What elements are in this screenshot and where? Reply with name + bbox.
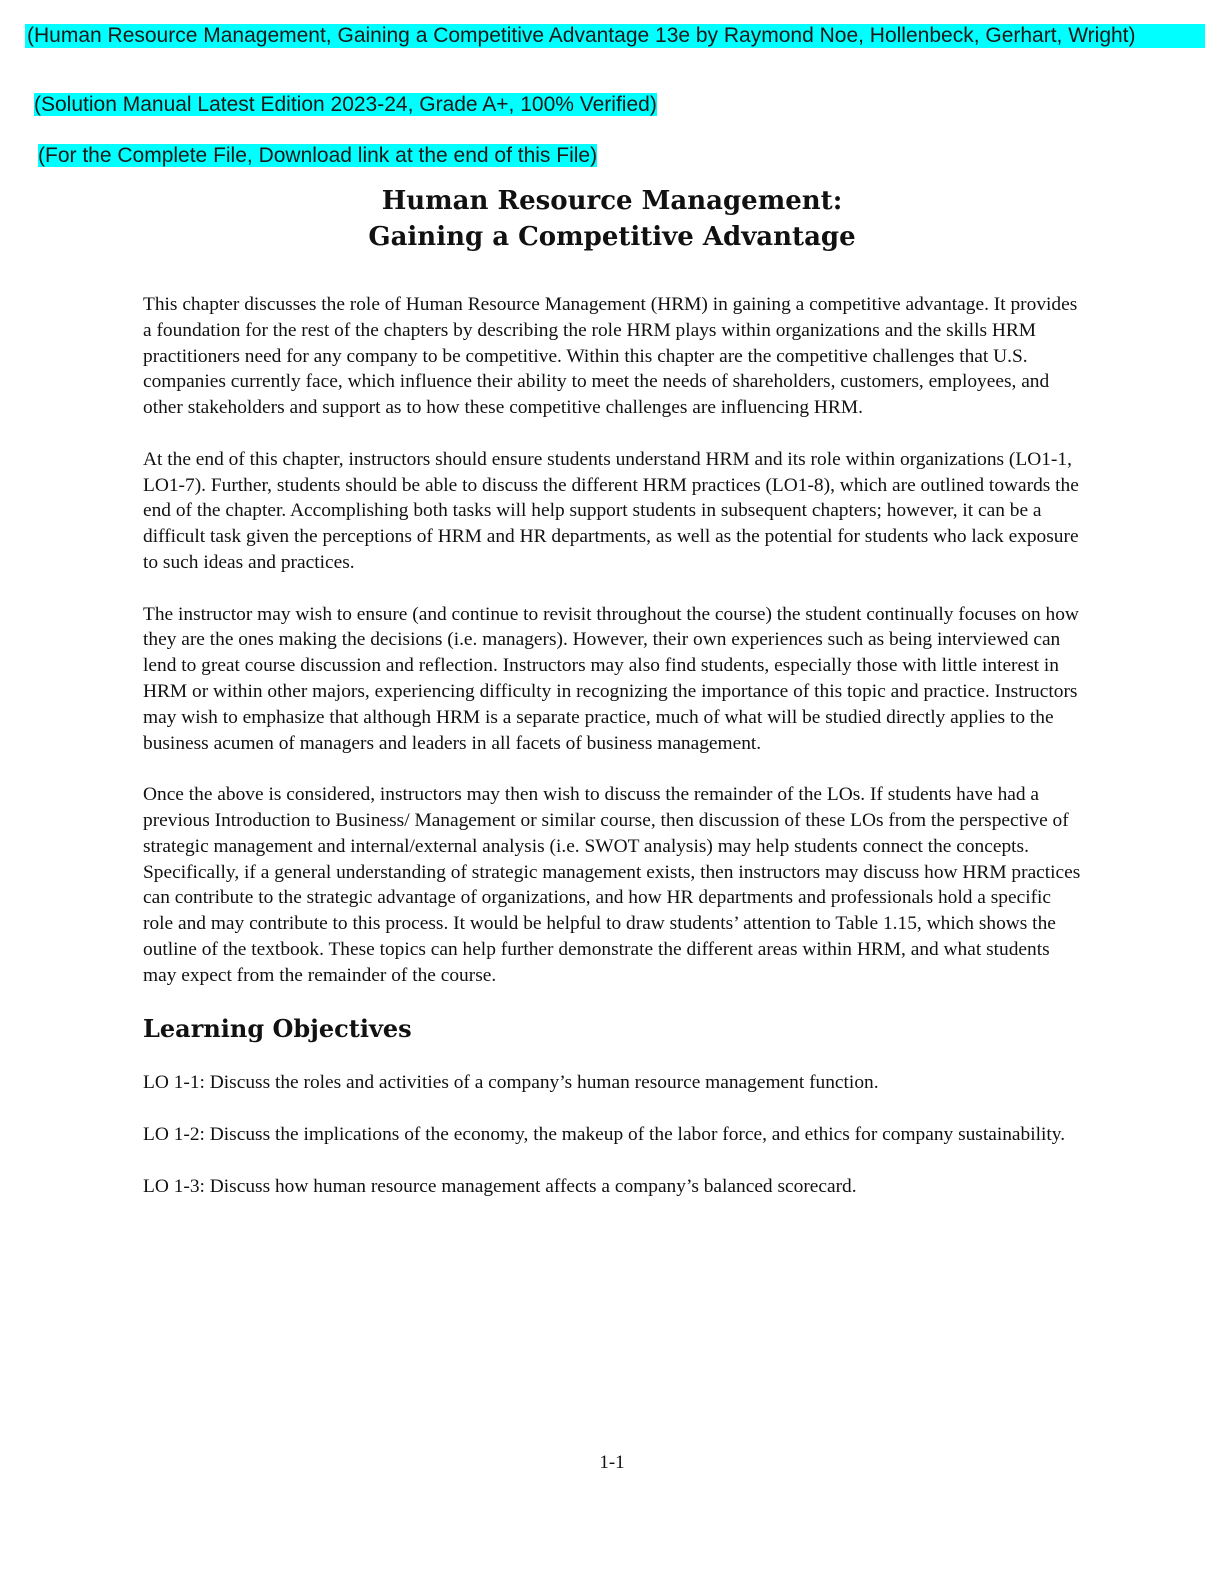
document-body — [143, 292, 1083, 1225]
body-paragraph-1: This chapter discusses the role of Human Resource Management (HRM) in gaining a competitive advantage. It provides a foundation for the rest of the chapters by describing the role HRM plays within organizations and the skills HRM practitioners need for any company to be competitive. Within this chapter are the competitive challenges that U.S. companies currently face, which influence their ability to meet the needs of shareholders, customers, employees, and other stakeholders and support as to how these competitive challenges are influencing HRM. — [143, 294, 1078, 419]
highlight-book-title — [25, 24, 1205, 48]
highlight-edition-note — [34, 93, 657, 117]
document-title-line-2: Gaining a Competitive Advantage — [368, 222, 856, 252]
learning-objectives-heading: Learning Objectives — [143, 1014, 412, 1044]
learning-objective-2: LO 1-2: Discuss the implications of the economy, the makeup of the labor force, and ethics for company sustainability. — [143, 1123, 1066, 1145]
learning-objective-1: LO 1-1: Discuss the roles and activities of a company’s human resource management function. — [143, 1072, 879, 1094]
highlight-download-note-text: (For the Complete File, Download link at the end of this File) — [38, 144, 598, 167]
body-paragraph-2: At the end of this chapter, instructors should ensure students understand HRM and its role within organizations (LO1-1, LO1-7). Further, students should be able to discuss the different HRM practices (LO1-8), which are outlined towards the end of the chapter. Accomplishing both tasks will help support students in subsequent chapters; however, it can be a difficult task given the perceptions of HRM and HR departments, as well as the potential for students who lack exposure to such ideas and practices. — [143, 448, 1079, 573]
highlight-download-note — [38, 144, 597, 168]
highlight-book-title-text: (Human Resource Management, Gaining a Competitive Advantage 13e by Raymond Noe, Hollenbeck, Gerhart, Wright) — [25, 24, 1205, 48]
body-paragraph-4: Once the above is considered, instructors may then wish to discuss the remainder of the LOs. If students have had a previous Introduction to Business/ Management or similar course, then discussion of these LOs from the perspective of strategic management and internal/external analysis (i.e. SWOT analysis) may help students connect the concepts. Specifically, if a general understanding of strategic management exists, then instructors may discuss how HRM practices can contribute to the strategic advantage of organizations, and how HR departments and professionals hold a specific role and may contribute to this process. It would be helpful to draw students’ attention to Table 1.15, which shows the outline of the textbook. These topics can help further demonstrate the different areas within HRM, and what students may expect from the remainder of the course. — [143, 784, 1081, 986]
highlight-edition-note-text: (Solution Manual Latest Edition 2023-24, Grade A+, 100% Verified) — [34, 93, 657, 116]
page-number: 1-1 — [599, 1452, 625, 1473]
document-title — [0, 183, 1224, 255]
body-paragraph-3: The instructor may wish to ensure (and continue to revisit throughout the course) the student continually focuses on how they are the ones making the decisions (i.e. managers). However, their own experiences such as being interviewed can lend to great course discussion and reflection. Instructors may also find students, especially those with little interest in HRM or within other majors, experiencing difficulty in recognizing the importance of this topic and practice. Instructors may wish to emphasize that although HRM is a separate practice, much of what will be studied directly applies to the business acumen of managers and leaders in all facets of business management. — [143, 603, 1079, 754]
document-title-line-1: Human Resource Management: — [381, 186, 843, 216]
learning-objective-3: LO 1-3: Discuss how human resource management affects a company’s balanced scorecard. — [143, 1175, 857, 1197]
